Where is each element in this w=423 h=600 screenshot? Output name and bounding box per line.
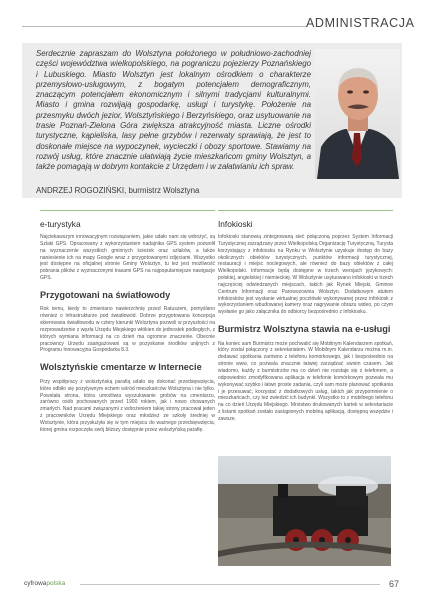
intro-panel	[22, 43, 402, 198]
heading-cmentarze: Wolsztyńskie cmentarze w Internecie	[40, 362, 202, 373]
section-title: ADMINISTRACJA	[306, 16, 415, 30]
header-line	[22, 26, 307, 27]
heading-swiatlowody: Przygotowani na światłowody	[40, 289, 171, 300]
section-divider	[218, 210, 393, 211]
intro-text: Serdecznie zapraszam do Wolsztyna położonego w południowo-zachodniej części województwa wielkopolskiego, na pograniczu pojezierzy Poznańskiego i Lubuskiego. Miasto Wolsztyn jest lokalnym ośrodkiem o charakterze przemysłowo-usługowym, z bogatym potencjałem demograficznym, znaczącym potencjałem ekonomicznym i silnymi tradycjami kulturalnymi. Miasto i gmina rozwijają gospodarkę, usługi i turystykę. Położenie na przesmyku dwóch jezior, Wolsztyńskiego i Berzyńskiego, oraz usytuowanie na trasie Poznań-Zielona Góra zwiększa atrakcyjność miasta. Liczne ośrodki turystyczne, kąpieliska, lasy pełne grzybów i rezerwaty sprawiają, że jest to doskonałe miejsce na wypoczynek, wycieczki i obozy sportowe. Stawiamy na rozwój usług, które znacznie ułatwiają życie mieszkańcom gminy Wolsztyn, a także pomagają w dobrym kontakcie z Urzędem i w załatwianiu ich spraw.	[36, 49, 311, 172]
right-column	[218, 210, 393, 431]
heading-e-turystyka: e-turystyka	[40, 219, 81, 229]
footer-logo-part-b: polska	[46, 580, 66, 587]
article-text: Przy współpracy z wolsztyńską parafią udało się dokonać przedsięwzięcia, które odbiło się pozytywnym echem wśród mieszkańców Wolsztyna i nie tylko. Powstała strona, która umożliwia wyszukiwanie grobów na cmentarzu, zarówno osób pochowanych przed 1900 rokiem, jak i nowo chowanych zmarłych. Nad pracami związanymi z wdrożeniem takiej strony pracował jeden z pracowników Urzędu Miejskiego oraz młodzież ze szkoły średniej w Wolsztynie, która przysłużyła się w tym miejscu do ważnego przedsięwzięcia, ktorej gmina rozpoczęła swój bliższy dostępnie przez wolsztyńską parafię.	[40, 378, 215, 433]
article-text: Najciekawszym innowacyjnym rozwiązaniem, jakie udało nam się wdrożyć, są Szlaki GPS. Opracowany z wykorzystaniem nadajnika GPS system pozwolił na wyznaczenie wszystkich gminnych ścieżek oraz szlaków, a także naniesienie ich na mapy Google wraz z przygotowanymi zdjęciami. Wszystko jest dostępne na oficjalnej stronie Gminy Wolsztyn, tu też jest możliwość pobrania plików z wyznaczonymi trasami GPS na najpopularniejsze nawigacje GPS.	[40, 234, 215, 282]
heading-infokioski: Infokioski	[218, 219, 253, 229]
article-text: Rok temu, kiedy to zmieniano nawierzchnię przed Ratuszem, pomyślano również o infrastrukturze pod światłowód. Dobrze przygotowana koncepcja skierowana światłowodu w cztery kierunki Wolsztyna pozwoli w przyszłości na rozprowadzenie z węzła Urzędu Miejskiego włókien do jednostek podległych, z których wymiana informacji na co dzień ma ogromne znaczenie. Obecnie pracowncy Urzędu zaangażowani są w pozyskanie środków unijnych z Programu Innowacyjna Gospodarka 8.3.	[40, 306, 215, 354]
section-divider	[40, 210, 215, 211]
left-column	[40, 210, 215, 442]
locomotive-photo	[218, 456, 391, 566]
footer-logo	[24, 580, 65, 587]
heading-e-uslugi: Burmistrz Wolsztyna stawia na e-usługi	[218, 324, 391, 335]
article-text: Infokioski stanowią zintegrowaną sieć połączoną poprzez System Informacji Turystycznej zarządzany przez Wielkopolską Organizację Turystyczną. Turysta korzystający z infokiosku na Rynku w Wolsztynie uzyskuje dostęp do bazy okolicznych obiektów turystycznych, punktów informacji turystycznej, restauracji i miejsc noclegowych, ale również do bazy obiektów z całej Wielkopolski. Informacje będą dostępne w trzech wersjach językowych: polskiej, angielskiej i niemieckiej. W Wolsztynie usytuowano infokioski w trzech najczęściej odwiedzanych miejscach, takich jak Rynek Miejski, Gminne Centrum Informacji oraz Parowozownia Wolsztyn. Dodatkowym atutem infokiosków jest wysłanie wirtualnej pocztówki wykonywanej przez infokiosk z wykorzystaniem wbudowanej kamery oraz nagrywanie obrazu wideo, po czym wysłanie go jako załącznika do odbiorcy bezpośrednio z infokiosku.	[218, 234, 393, 316]
page-number: 67	[389, 579, 400, 589]
article-text: Na koniec sam Burmistrz może pochwalić się Mobilnym Kalendarzem spotkań, który został połączony z sekretariatem. W Mobilnym Kalendarzu można m.in. dodawać spotkania zarówno z telefonu komórkowego, jak i bezpośrednio na stronie www, co pozwala znacznie łatwiej zarządzać swoim czasem. Jak wiadomo, każdy z burmistrzów ma co dzień nie rozstaje się z telefonem, a odpowiednio zmodyfikowana aplikacja w telefonie komórkowym pozwala mu wykonywać szybko i łatwo proste zadania, czyli sam może planować spotkania i je przesuwać, korzystać z dodatkowych usług, takich jak przypomnienie o mieszkańcach, czy też zwiedzić ich budynki. Wszystko to z mobilnego telefonu na co dzień Urzędu Miejskiego. Mnóstwo drukowanych kartek w sekretariacie z listami spotkań zostało zastąpionych mobilną aplikacją, dostępną wszędzie i zawsze.	[218, 340, 393, 422]
footer-line	[80, 584, 380, 585]
footer-logo-part-a: cyfrowa	[24, 580, 47, 587]
intro-signature: ANDRZEJ ROGOZIŃSKI, burmistrz Wolsztyna	[36, 186, 200, 195]
portrait-photo	[315, 49, 400, 179]
